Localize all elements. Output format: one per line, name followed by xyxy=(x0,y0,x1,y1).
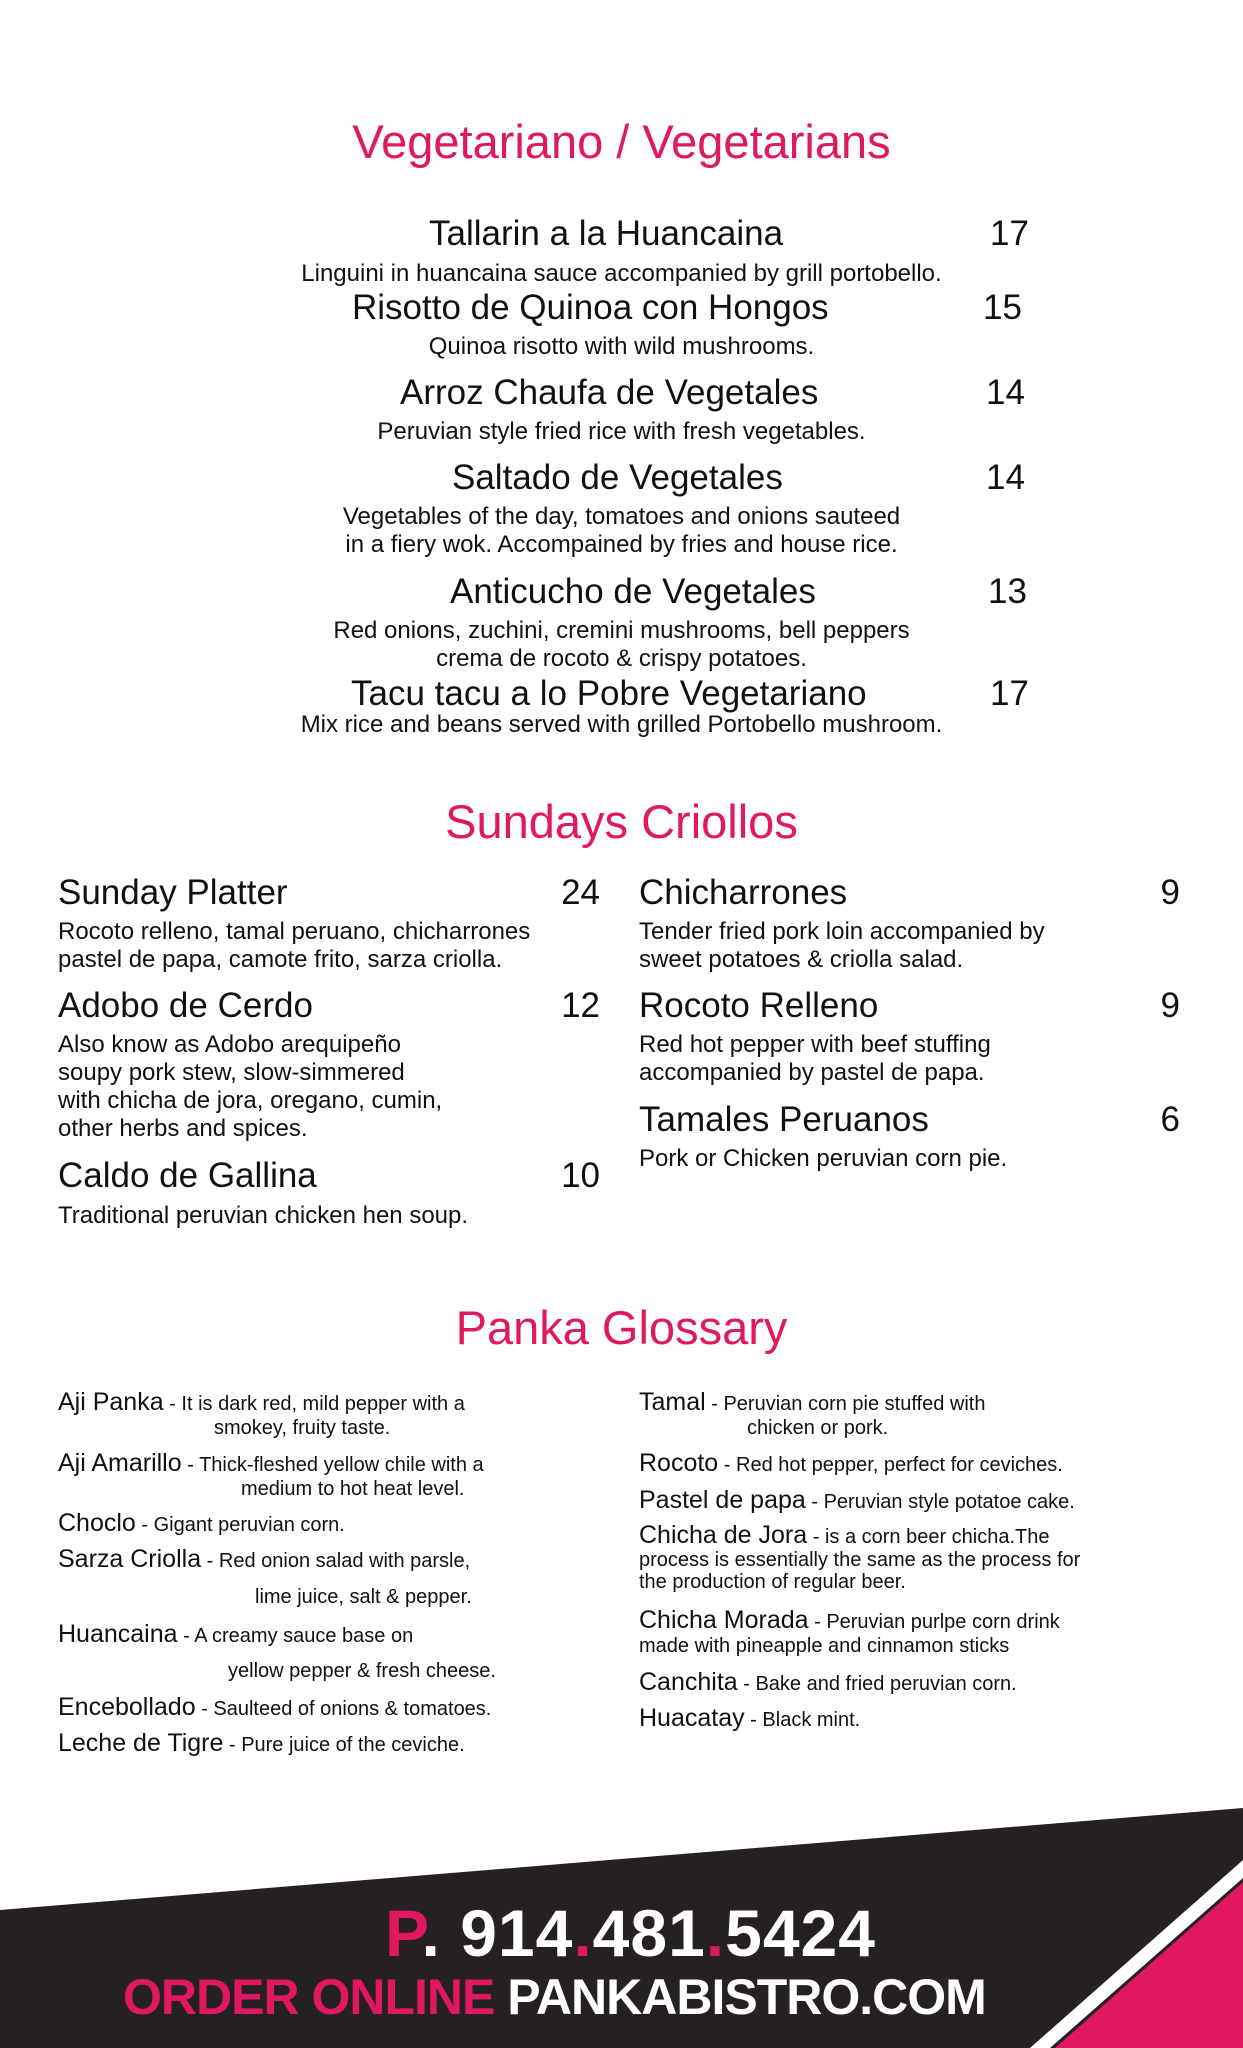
glossary-definition-continued: made with pineapple and cinnamon sticks xyxy=(639,1635,1010,1657)
menu-item-name: Chicharrones xyxy=(639,873,848,912)
glossary-definition: Red onion salad with parsle, xyxy=(218,1550,471,1572)
glossary-definition-continued: medium to hot heat level. xyxy=(241,1478,465,1500)
glossary-definition-continued: yellow pepper & fresh cheese. xyxy=(228,1660,496,1682)
menu-item-description: Traditional peruvian chicken hen soup. xyxy=(58,1202,469,1229)
menu-item-name: Tallarin a la Huancaina xyxy=(429,214,784,253)
glossary-term: Leche de Tigre xyxy=(58,1729,224,1757)
menu-item-description: Pork or Chicken peruvian corn pie. xyxy=(639,1145,1008,1172)
glossary-entry: Chicha de Jora - is a corn beer chicha.The xyxy=(639,1521,1050,1549)
phone-prefix: P xyxy=(385,1896,422,1970)
menu-item-description: Linguini in huancaina sauce accompanied by grill portobello. xyxy=(301,260,942,287)
glossary-entry: Canchita - Bake and fried peruvian corn. xyxy=(639,1668,1017,1696)
glossary-term: Huacatay xyxy=(639,1704,745,1732)
glossary-term: Huancaina xyxy=(58,1620,178,1648)
menu-item-price: 9 xyxy=(1160,986,1180,1025)
menu-item-description: Also know as Adobo arequipeño soupy pork stew, slow-simmered with chicha de jora, oregano, cumin, other herbs and spices. xyxy=(58,1031,443,1142)
glossary-entry: Leche de Tigre - Pure juice of the ceviche. xyxy=(58,1729,465,1757)
glossary-entry: Pastel de papa - Peruvian style potatoe cake. xyxy=(639,1486,1075,1514)
phone-number[interactable]: P. 914.481.5424 xyxy=(385,1896,876,1970)
glossary-entry: Tamal - Peruvian corn pie stuffed with xyxy=(639,1388,986,1416)
menu-item-name: Anticucho de Vegetales xyxy=(450,572,816,611)
menu-item-name: Adobo de Cerdo xyxy=(58,986,313,1025)
menu-item-description: Tender fried pork loin accompanied by sweet potatoes & criolla salad. xyxy=(639,918,1045,973)
glossary-definition: Gigant peruvian corn. xyxy=(153,1514,345,1536)
glossary-term: Pastel de papa xyxy=(639,1486,806,1514)
glossary-term: Sarza Criolla xyxy=(58,1545,202,1573)
glossary-definition-continued: chicken or pork. xyxy=(747,1417,889,1439)
menu-item-name: Sunday Platter xyxy=(58,873,288,912)
glossary-definition: Red hot pepper, perfect for ceviches. xyxy=(736,1454,1063,1476)
vegetarian-title: Vegetariano / Vegetarians xyxy=(352,115,891,168)
glossary-entry: Sarza Criolla - Red onion salad with parsle, xyxy=(58,1545,471,1573)
sundays-title: Sundays Criollos xyxy=(445,795,798,848)
glossary-entry: Choclo - Gigant peruvian corn. xyxy=(58,1509,345,1537)
glossary-entry: Huacatay - Black mint. xyxy=(639,1704,861,1732)
glossary-entry: Encebollado - Saulteed of onions & tomatoes. xyxy=(58,1693,492,1721)
menu-item-description: Quinoa risotto with wild mushrooms. xyxy=(428,333,815,360)
menu-item-name: Arroz Chaufa de Vegetales xyxy=(400,373,819,412)
glossary-definition: Peruvian corn pie stuffed with xyxy=(723,1393,986,1415)
menu-item-description: Vegetables of the day, tomatoes and onions sauteed in a fiery wok. Accompained by fries and house rice. xyxy=(342,503,901,558)
glossary-term: Encebollado xyxy=(58,1693,196,1721)
menu-item-name: Saltado de Vegetales xyxy=(452,458,783,497)
glossary-term: Rocoto xyxy=(639,1449,719,1477)
menu-item-price: 12 xyxy=(561,986,600,1025)
menu-item-description: Rocoto relleno, tamal peruano, chicharrones pastel de papa, camote frito, sarza criolla. xyxy=(58,918,531,973)
glossary-title: Panka Glossary xyxy=(455,1301,788,1354)
phone-part: 914 xyxy=(460,1896,574,1970)
glossary-entry: Aji Panka - It is dark red, mild pepper with a xyxy=(58,1388,465,1416)
menu-item-price: 10 xyxy=(561,1156,600,1195)
glossary-entry: Rocoto - Red hot pepper, perfect for ceviches. xyxy=(639,1449,1063,1477)
order-online xyxy=(123,1969,986,2025)
glossary-definition: Saulteed of onions & tomatoes. xyxy=(213,1698,492,1720)
website-link[interactable]: PANKABISTRO.COM xyxy=(507,1969,986,2025)
glossary-term: Canchita xyxy=(639,1668,738,1696)
menu-item-description: Peruvian style fried rice with fresh vegetables. xyxy=(377,418,866,445)
glossary-definition-continued: process is essentially the same as the process for the production of regular beer. xyxy=(639,1549,1081,1593)
phone-part: 481 xyxy=(592,1896,706,1970)
menu-item-price: 15 xyxy=(983,288,1022,327)
menu-item-price: 17 xyxy=(990,674,1029,713)
phone-part: 5424 xyxy=(725,1896,876,1970)
menu-item-price: 17 xyxy=(990,214,1029,253)
glossary-term: Tamal xyxy=(639,1388,706,1416)
menu-item-price: 14 xyxy=(986,373,1025,412)
glossary-term: Chicha de Jora xyxy=(639,1521,808,1549)
glossary-entry: Chicha Morada - Peruvian purlpe corn drink xyxy=(639,1606,1060,1634)
glossary-definition-continued: smokey, fruity taste. xyxy=(214,1417,391,1439)
menu-item-price: 13 xyxy=(988,572,1027,611)
glossary-entry: Huancaina - A creamy sauce base on xyxy=(58,1620,414,1648)
menu-item-price: 14 xyxy=(986,458,1025,497)
menu-item-price: 24 xyxy=(561,873,600,912)
menu-item-name: Tamales Peruanos xyxy=(639,1100,929,1139)
menu-item-name: Risotto de Quinoa con Hongos xyxy=(352,288,829,327)
glossary-definition: Thick-fleshed yellow chile with a xyxy=(199,1454,484,1476)
glossary-entry: Aji Amarillo - Thick-fleshed yellow chile with a xyxy=(58,1449,484,1477)
menu-item-description: Red onions, zuchini, cremini mushrooms, bell peppers crema de rocoto & crispy potatoes. xyxy=(333,617,910,672)
glossary-term: Aji Amarillo xyxy=(58,1449,182,1477)
glossary-definition: A creamy sauce base on xyxy=(194,1625,414,1647)
glossary-definition: Black mint. xyxy=(762,1709,861,1731)
menu-item-description: Mix rice and beans served with grilled Portobello mushroom. xyxy=(300,711,943,738)
glossary-definition: It is dark red, mild pepper with a xyxy=(181,1393,465,1415)
glossary-term: Choclo xyxy=(58,1509,136,1537)
glossary-term: Aji Panka xyxy=(58,1388,164,1416)
glossary-definition: Peruvian purlpe corn drink xyxy=(826,1611,1060,1633)
glossary-definition: Pure juice of the ceviche. xyxy=(241,1734,465,1756)
menu-item-name: Rocoto Relleno xyxy=(639,986,879,1025)
glossary-term: Chicha Morada xyxy=(639,1606,809,1634)
menu-item-price: 6 xyxy=(1160,1100,1180,1139)
glossary-definition: Bake and fried peruvian corn. xyxy=(755,1673,1017,1695)
menu-item-name: Tacu tacu a lo Pobre Vegetariano xyxy=(351,674,867,713)
glossary-definition: is a corn beer chicha.The xyxy=(824,1526,1050,1548)
glossary-definition-continued: lime juice, salt & pepper. xyxy=(255,1586,472,1608)
glossary-definition: Peruvian style potatoe cake. xyxy=(823,1491,1075,1513)
menu-item-price: 9 xyxy=(1160,873,1180,912)
order-online-label: ORDER ONLINE xyxy=(123,1969,495,2025)
menu-item-name: Caldo de Gallina xyxy=(58,1156,317,1195)
menu-item-description: Red hot pepper with beef stuffing accompanied by pastel de papa. xyxy=(639,1031,991,1086)
